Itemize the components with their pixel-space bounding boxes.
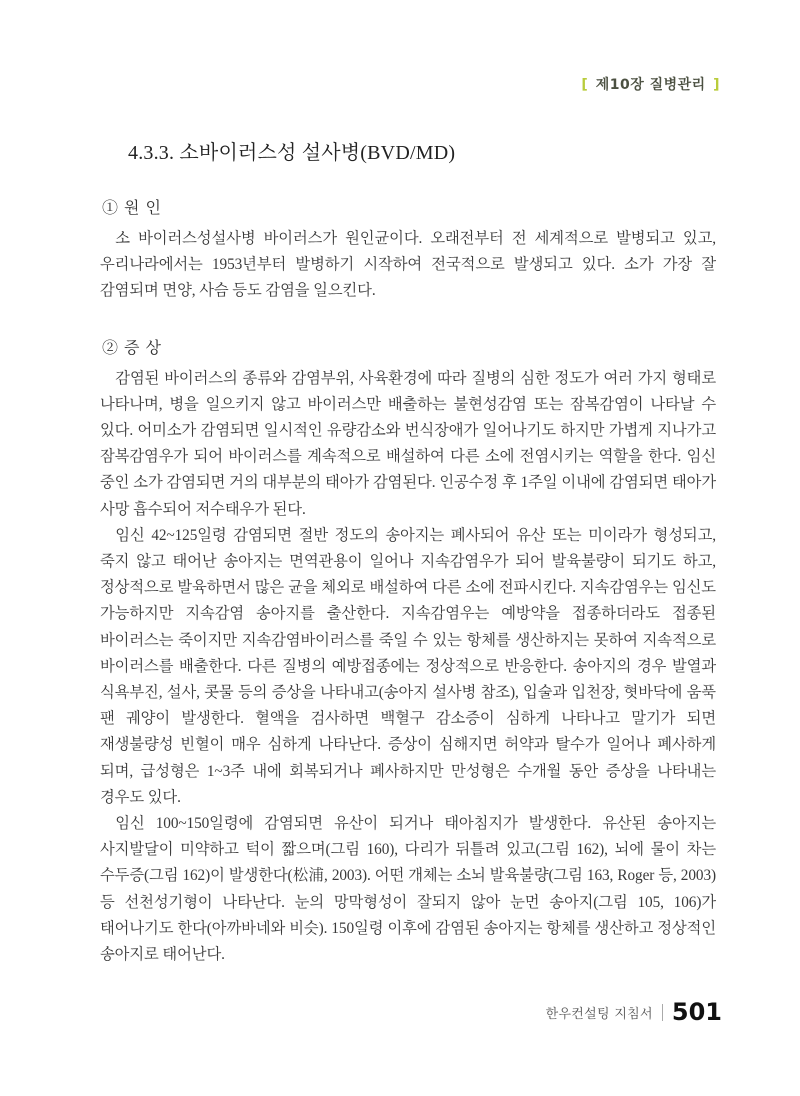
cause-paragraph: 소 바이러스성설사병 바이러스가 원인균이다. 오래전부터 전 세계적으로 발병되고 있고, 우리나라에서는 1953년부터 발병하기 시작하여 전국적으로 발생되고 있다. 소가 가장 잘 감염되며 면양, 사슴 등도 감염을 일으킨다. xyxy=(100,230,716,300)
page-content xyxy=(0,136,800,968)
bracket-open-decoration: [ xyxy=(581,77,589,93)
symptoms-heading: ② 증 상 xyxy=(102,339,162,357)
page-title: 4.3.3. 소바이러스성 설사병(BVD/MD) xyxy=(128,142,456,164)
section-symptoms xyxy=(100,335,716,969)
page-footer xyxy=(546,1000,722,1024)
chapter-header xyxy=(579,74,722,94)
symptoms-paragraph-2: 임신 42~125일령 감염되면 절반 정도의 송아지는 폐사되어 유산 또는 미이라가 형성되고, 죽지 않고 태어난 송아지는 면역관용이 일어나 지속감염우가 되어 발육불량이 되기도 하고, 정상적으로 발육하면서 많은 균을 체외로 배설하여 다른 소에 전파시킨다. 지속감염우는 임신도 가능하지만 지속감염 송아지를 출산한다. 지속감염우는 예방약을 접종하더라도 접종된 바이러스는 죽이지만 지속감염바이러스를 죽일 수 있는 항체를 생산하지는 못하여 지속적으로 바이러스를 배출한다. 다른 질병의 예방접종에는 정상적으로 반응한다. 송아지의 경우 발열과 식욕부진, 설사, 콧물 등의 증상을 나타내고(송아지 설사병 참조), 입술과 입천장, 혓바닥에 움푹 팬 궤양이 발생한다. 혈액을 검사하면 백혈구 감소증이 심하게 나타나고 말기가 되면 재생불량성 빈혈이 매우 심하게 나타난다. 증상이 심해지면 허약과 탈수가 일어나 폐사하게 되며, 급성형은 1~3주 내에 회복되거나 폐사하지만 만성형은 수개월 동안 증상을 나타내는 경우도 있다. xyxy=(100,526,716,806)
bracket-close-decoration: ] xyxy=(713,77,720,93)
symptoms-paragraph-1: 감염된 바이러스의 종류와 감염부위, 사육환경에 따라 질병의 심한 정도가 여러 가지 형태로 나타나며, 병을 일으키지 않고 바이러스만 배출하는 불현성감염 또는 잠복감염이 나타날 수 있다. 어미소가 감염되면 일시적인 유량감소와 번식장애가 일어나기도 하지만 가볍게 지나가고 잠복감염우가 되어 바이러스를 계속적으로 배설하여 다른 소에 전염시키는 역할을 한다. 임신 중인 소가 감염되면 거의 대부분의 태아가 감염된다. 인공수정 후 1주일 이내에 감염되면 태아가 사망 흡수되어 저수태우가 된다. xyxy=(100,369,716,518)
cause-heading: ① 원 인 xyxy=(102,200,162,217)
book-title: 한우컨설팅 지침서 xyxy=(545,1006,653,1022)
section-cause xyxy=(100,195,716,305)
symptoms-paragraph-3: 임신 100~150일령에 감염되면 유산이 되거나 태아침지가 발생한다. 유산된 송아지는 사지발달이 미약하고 턱이 짧으며(그림 160), 다리가 뒤틀려 있고(그림 162), 뇌에 물이 차는 수두증(그림 162)이 발생한다(松浦, 2003). 어떤 개체는 소뇌 발육불량(그림 163, Roger 등, 2003) 등 선천성기형이 나타난다. 눈의 망막형성이 잘되지 않아 눈먼 송아지(그림 105, 106)가 태어나기도 한다(아까바네와 비슷). 150일령 이후에 감염된 송아지는 항체를 생산하고 정상적인 송아지로 태어난다. xyxy=(100,815,716,964)
page-number: 501 xyxy=(671,998,722,1026)
chapter-label: 제10장 질병관리 xyxy=(595,77,706,93)
footer-divider xyxy=(662,1004,663,1021)
